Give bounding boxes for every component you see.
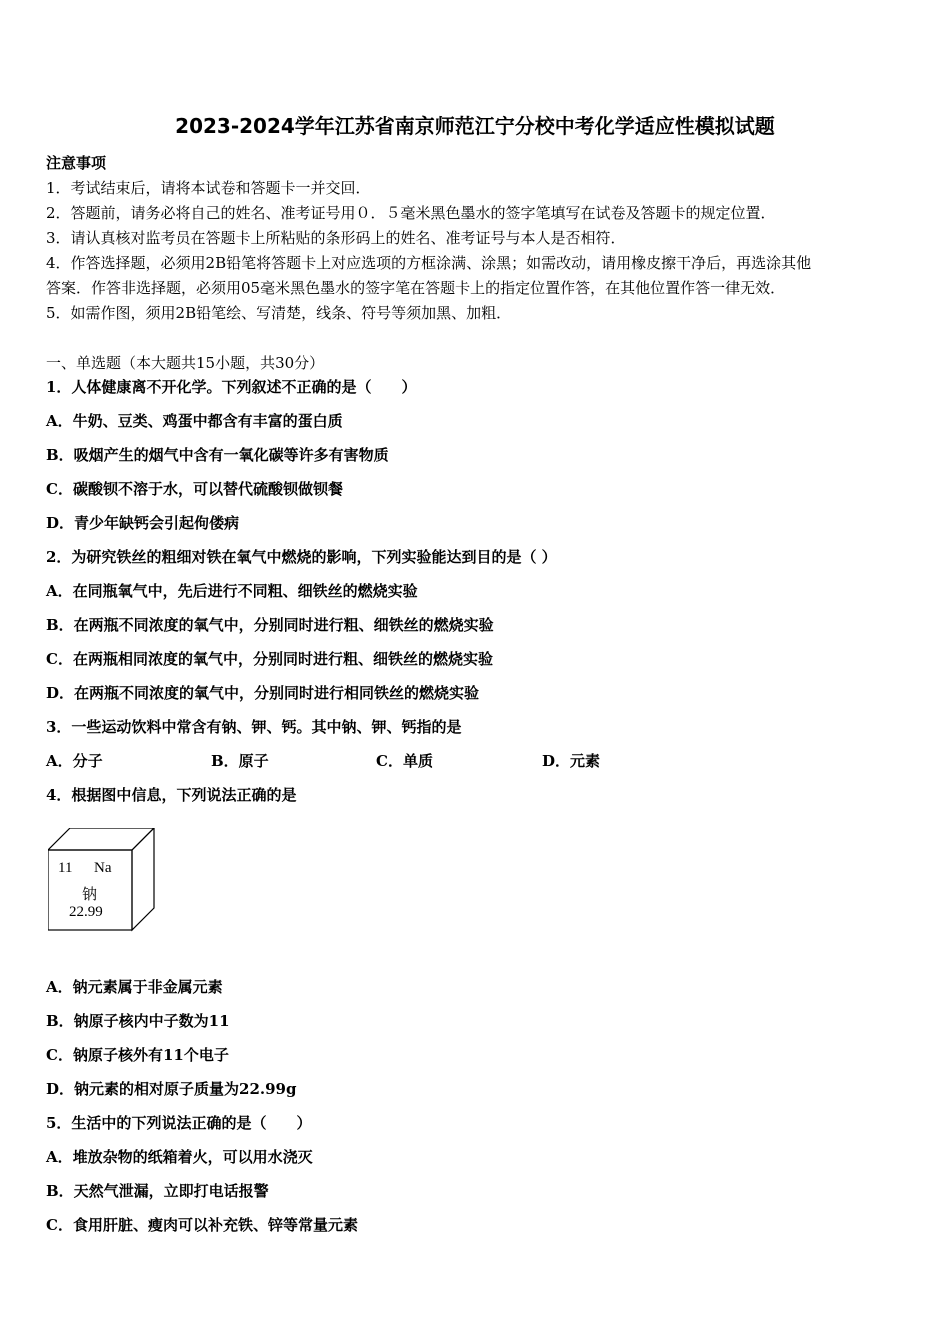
question-4-stem: 4．根据图中信息，下列说法正确的是 xyxy=(46,786,297,804)
question-4-option-d: D．钠元素的相对原子质量为22.99g xyxy=(46,1080,297,1098)
element-symbol: Na xyxy=(94,860,112,876)
question-3-option-c: C．单质 xyxy=(376,752,433,770)
notice-item: 答案．作答非选择题，必须用05毫米黑色墨水的签字笔在答题卡上的指定位置作答，在其他位置作答一律无效． xyxy=(46,279,786,297)
question-5-option-b: B．天然气泄漏，立即打电话报警 xyxy=(46,1182,269,1200)
question-5-option-c: C．食用肝脏、瘦肉可以补充铁、锌等常量元素 xyxy=(46,1216,358,1234)
question-3-stem: 3．一些运动饮料中常含有钠、钾、钙。其中钠、钾、钙指的是 xyxy=(46,718,462,736)
question-1-option-a: A．牛奶、豆类、鸡蛋中都含有丰富的蛋白质 xyxy=(46,412,343,430)
question-1-option-b: B．吸烟产生的烟气中含有一氧化碳等许多有害物质 xyxy=(46,446,389,464)
question-4-option-a: A．钠元素属于非金属元素 xyxy=(46,978,223,996)
question-3-option-d: D．元素 xyxy=(542,752,601,770)
notice-item: 5．如需作图，须用2B铅笔绘、写清楚，线条、符号等须加黑、加粗． xyxy=(46,304,512,322)
question-1-stem: 1．人体健康离不开化学。下列叙述不正确的是（ ） xyxy=(46,378,417,396)
question-2-option-c: C．在两瓶相同浓度的氧气中，分别同时进行粗、细铁丝的燃烧实验 xyxy=(46,650,493,668)
question-3-options xyxy=(46,750,646,770)
question-1-option-d: D．青少年缺钙会引起佝偻病 xyxy=(46,514,240,532)
section-heading: 一、单选题（本大题共15小题，共30分） xyxy=(46,354,325,372)
question-3-option-b: B．原子 xyxy=(211,752,269,770)
notice-item: 4．作答选择题，必须用2B铅笔将答题卡上对应选项的方框涂满、涂黑；如需改动，请用橡皮擦干净后，再选涂其他 xyxy=(46,254,812,272)
question-1-option-c: C．碳酸钡不溶于水，可以替代硫酸钡做钡餐 xyxy=(46,480,343,498)
notice-item: 2．答题前，请务必将自己的姓名、准考证号用０．５毫米黑色墨水的签字笔填写在试卷及答题卡的规定位置． xyxy=(46,204,776,222)
question-5-stem: 5．生活中的下列说法正确的是（ ） xyxy=(46,1114,312,1132)
question-2-option-d: D．在两瓶不同浓度的氧气中，分别同时进行相同铁丝的燃烧实验 xyxy=(46,684,480,702)
notice-heading: 注意事项 xyxy=(46,154,107,172)
notice-item: 1．考试结束后，请将本试卷和答题卡一并交回． xyxy=(46,179,371,197)
element-name: 钠 xyxy=(82,885,98,903)
element-cube-icon xyxy=(48,828,158,932)
atomic-mass: 22.99 xyxy=(69,904,103,920)
question-4-option-c: C．钠原子核外有11个电子 xyxy=(46,1046,229,1064)
question-2-option-b: B．在两瓶不同浓度的氧气中，分别同时进行粗、细铁丝的燃烧实验 xyxy=(46,616,494,634)
page-title: 2023-2024学年江苏省南京师范江宁分校中考化学适应性模拟试题 xyxy=(175,114,775,138)
question-2-stem: 2．为研究铁丝的粗细对铁在氧气中燃烧的影响，下列实验能达到目的是（ ） xyxy=(46,548,557,566)
periodic-element-card xyxy=(48,828,158,932)
question-4-option-b: B．钠原子核内中子数为11 xyxy=(46,1012,230,1030)
question-3-option-a: A．分子 xyxy=(46,752,103,770)
atomic-number: 11 xyxy=(58,860,73,876)
notice-item: 3．请认真核对监考员在答题卡上所粘贴的条形码上的姓名、准考证号与本人是否相符． xyxy=(46,229,626,247)
question-5-option-a: A．堆放杂物的纸箱着火，可以用水浇灭 xyxy=(46,1148,313,1166)
question-2-option-a: A．在同瓶氧气中，先后进行不同粗、细铁丝的燃烧实验 xyxy=(46,582,418,600)
